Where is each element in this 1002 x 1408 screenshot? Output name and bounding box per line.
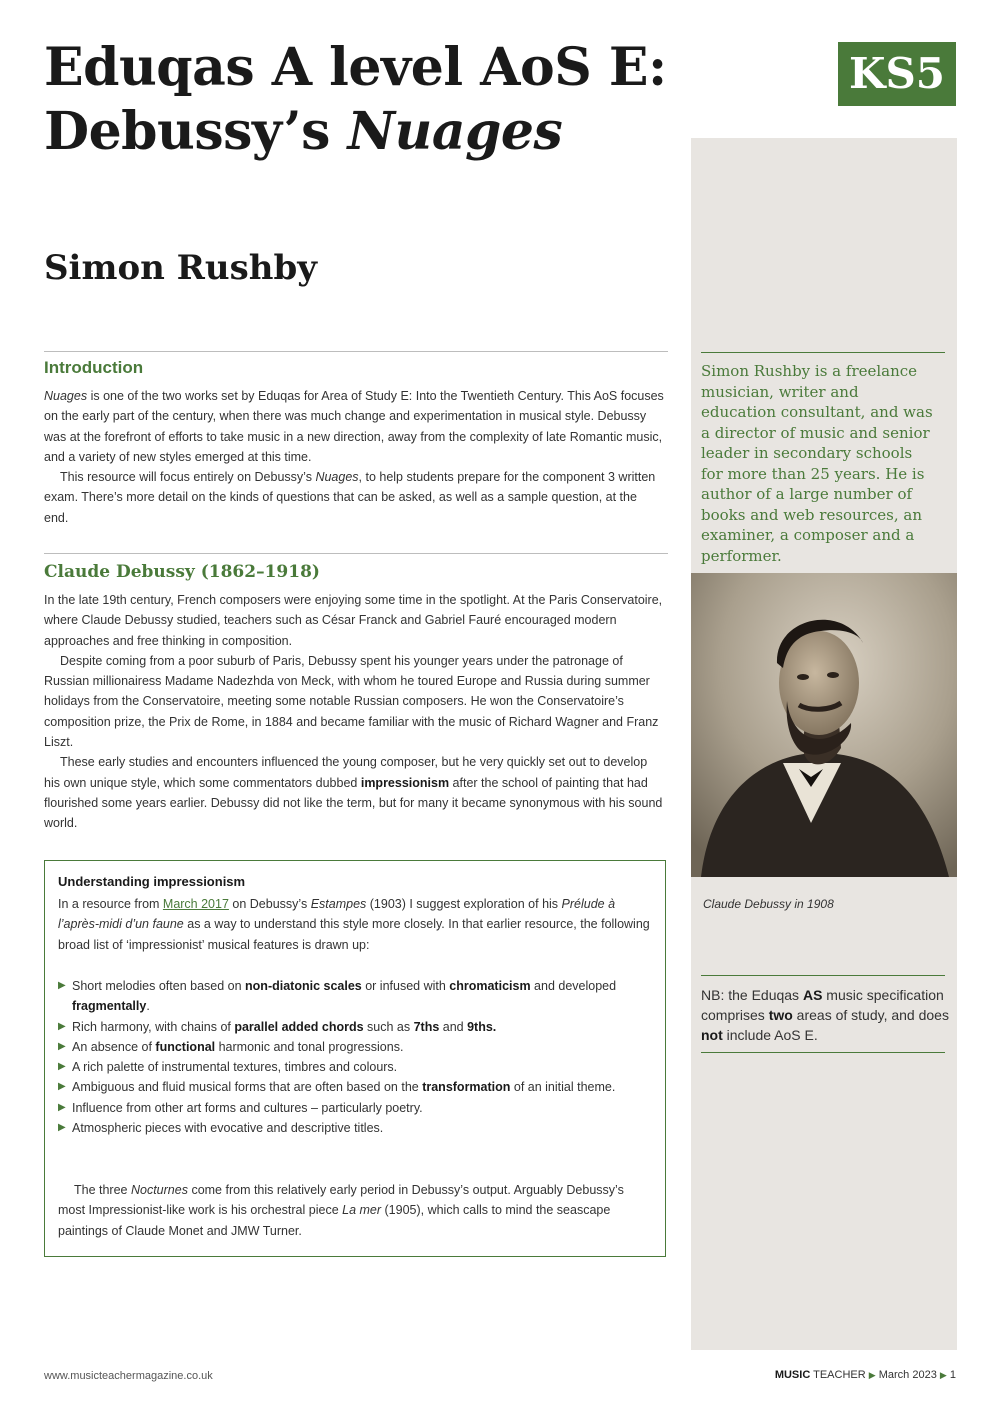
intro-rule [44, 351, 668, 352]
debussy-text: These early studies and encounters influenced the young composer, but he very quickly set out to develop his own unique style, which some commentators dubbed [44, 755, 648, 790]
item-text: of an initial theme. [510, 1080, 616, 1095]
work-title: Nuages [44, 389, 88, 403]
list-item [58, 1037, 654, 1057]
item-text: Rich harmony, with chains of [72, 1019, 235, 1034]
debussy-paragraph-3 [44, 752, 664, 833]
debussy-heading: Claude Debussy (1862–1918) [44, 562, 320, 582]
item-text: An absence of [72, 1039, 156, 1054]
item-text: . [146, 999, 150, 1014]
box-title: Understanding impressionism [58, 874, 246, 889]
work-title: La mer [342, 1203, 382, 1218]
item-text: or infused with [361, 979, 450, 993]
debussy-rule [44, 553, 668, 554]
nb-text: NB: the Eduqas [701, 987, 803, 1003]
sidebar-rule-nb [701, 975, 945, 976]
key-term: 7ths [413, 1019, 440, 1034]
key-term: transformation [422, 1080, 511, 1095]
title-line-1: Eduqas A level AoS E: [44, 37, 667, 98]
list-item [58, 976, 654, 1017]
nb-text: areas of study, and does [792, 1007, 949, 1023]
triangle-bullet-icon: ▶ [58, 1061, 66, 1073]
triangle-bullet-icon: ▶ [58, 1040, 66, 1052]
list-item [58, 1098, 654, 1118]
item-text: Atmospheric pieces with evocative and descriptive titles. [72, 1121, 384, 1136]
portrait-caption: Claude Debussy in 1908 [703, 897, 834, 911]
list-item [58, 1057, 654, 1077]
debussy-body [44, 590, 664, 834]
box-text: (1905), which calls to mind the seascape paintings of Claude Monet and JMW Turner. [58, 1203, 611, 1238]
nb-note [701, 985, 949, 1045]
box-intro-paragraph [58, 894, 654, 955]
box-text: as a way to understand this style more closely. In that earlier resource, the following broad list of ‘impressionist’ musical features is drawn up: [58, 917, 650, 952]
page-number: 1 [949, 1369, 956, 1381]
nb-bold: AS [802, 987, 823, 1003]
box-text: come from this relatively early period in Debussy’s output. Arguably Debussy’s most Impressionist-like work is his orchestral piece [58, 1183, 624, 1218]
intro-body [44, 386, 664, 528]
list-item [58, 1077, 654, 1097]
intro-heading: Introduction [44, 358, 144, 377]
item-text: and [439, 1019, 468, 1034]
work-title: Nuages [315, 470, 359, 485]
nb-text: music specification comprises [701, 987, 944, 1023]
key-stage-badge: KS5 [838, 42, 956, 106]
triangle-bullet-icon: ▶ [58, 1101, 66, 1113]
item-text: such as [363, 1019, 414, 1034]
footer-brand [775, 1369, 956, 1381]
box-text: (1903) I suggest exploration of his [366, 897, 562, 911]
triangle-bullet-icon: ▶ [58, 980, 66, 991]
march-2017-link[interactable]: March 2017 [162, 897, 229, 911]
work-title: Prélude à l’après-midi d’un faune [58, 897, 616, 932]
key-term: functional [155, 1039, 216, 1054]
title-line-2-italic: Nuages [347, 101, 563, 163]
triangle-separator-icon: ▶ [939, 1370, 947, 1380]
author-name: Simon Rushby [44, 248, 318, 288]
debussy-paragraph-2: Despite coming from a poor suburb of Paris, Debussy spent his younger years under the patronage of Russian millionairess Madame Nadezhda von Meck, with whom he toured Europe and Russia during summer holidays from the Conservatoire, meeting some notable Russian composers. He won the Conservatoire’s composition prize, the Prix de Rome, in 1884 and became familiar with the music of Richard Wagner and Franz Liszt. [44, 653, 659, 750]
box-intro [58, 894, 654, 955]
debussy-paragraph-1: In the late 19th century, French composers were enjoying some time in the spotlight. At the Paris Conservatoire, where Claude Debussy studied, teachers such as César Franck and Gabriel Fauré encouraged modern approaches and free thinking in composition. [44, 593, 663, 648]
intro-paragraph-1 [44, 386, 664, 467]
debussy-portrait-image [691, 573, 957, 877]
page-title [44, 36, 684, 165]
item-text: and developed [530, 979, 617, 993]
issue-date: March 2023 [878, 1369, 937, 1381]
key-term: impressionism [360, 775, 450, 790]
item-text: A rich palette of instrumental textures, timbres and colours. [72, 1060, 398, 1075]
box-text: on Debussy’s [228, 897, 311, 911]
work-title: Estampes [310, 897, 367, 911]
sidebar-rule-nb-bottom [701, 1052, 945, 1053]
item-text: Short melodies often based on [72, 979, 246, 993]
triangle-bullet-icon: ▶ [58, 1122, 66, 1134]
work-title: Nocturnes [130, 1183, 188, 1197]
brand-name: TEACHER [810, 1369, 866, 1381]
footer-website-url[interactable]: www.musicteachermagazine.co.uk [44, 1370, 213, 1382]
triangle-separator-icon: ▶ [868, 1370, 876, 1380]
author-bio: Simon Rushby is a freelance musician, writer and education consultant, and was a director of music and senior leader in secondary schools for more than 25 years. He is author of a large number of books and web resources, an examiner, a composer and a performer. [701, 362, 933, 565]
nb-bold: not [701, 1027, 723, 1043]
intro-paragraph-2 [44, 467, 664, 528]
box-text: In a resource from [58, 897, 163, 911]
key-term: 9ths. [467, 1019, 497, 1034]
impressionist-features-list [58, 976, 654, 1138]
list-item [58, 1118, 654, 1138]
title-line-2-prefix: Debussy’s [44, 101, 348, 163]
intro-text: This resource will focus entirely on Debussy’s [60, 470, 316, 485]
intro-text: is one of the two works set by Eduqas for Area of Study E: Into the Twentieth Century. This AoS focuses on the early part of the century, when there was much change and experimentation in musical style. Debussy was at the forefront of efforts to take music in a new direction, away from the complexity of late Romantic music, and a variety of new styles emerged at this time. [44, 389, 664, 464]
key-term: fragmentally [72, 999, 147, 1014]
item-text: Ambiguous and fluid musical forms that are often based on the [72, 1080, 423, 1095]
list-item [58, 1017, 654, 1037]
brand-name-bold: MUSIC [774, 1369, 811, 1381]
nb-bold: two [768, 1007, 793, 1023]
box-text: The three [74, 1183, 131, 1197]
item-text: harmonic and tonal progressions. [215, 1039, 404, 1054]
triangle-bullet-icon: ▶ [58, 1020, 66, 1032]
triangle-bullet-icon: ▶ [58, 1081, 66, 1093]
box-outro-paragraph [58, 1180, 654, 1241]
sidebar-rule-top [701, 352, 945, 353]
intro-text: , to help students prepare for the component 3 written exam. There’s more detail on the kinds of questions that can be asked, as well as a sample question, at the end. [44, 470, 656, 525]
nb-text: include AoS E. [722, 1027, 818, 1043]
debussy-text: after the school of painting that had flourished some years earlier. Debussy did not like the term, but for many it became synonymous with his sound world. [44, 775, 663, 831]
key-term: non-diatonic scales [245, 979, 362, 993]
key-term: parallel added chords [234, 1019, 364, 1034]
item-text: Influence from other art forms and cultures – particularly poetry. [72, 1100, 423, 1115]
key-term: chromaticism [449, 979, 531, 993]
box-outro [58, 1180, 654, 1241]
